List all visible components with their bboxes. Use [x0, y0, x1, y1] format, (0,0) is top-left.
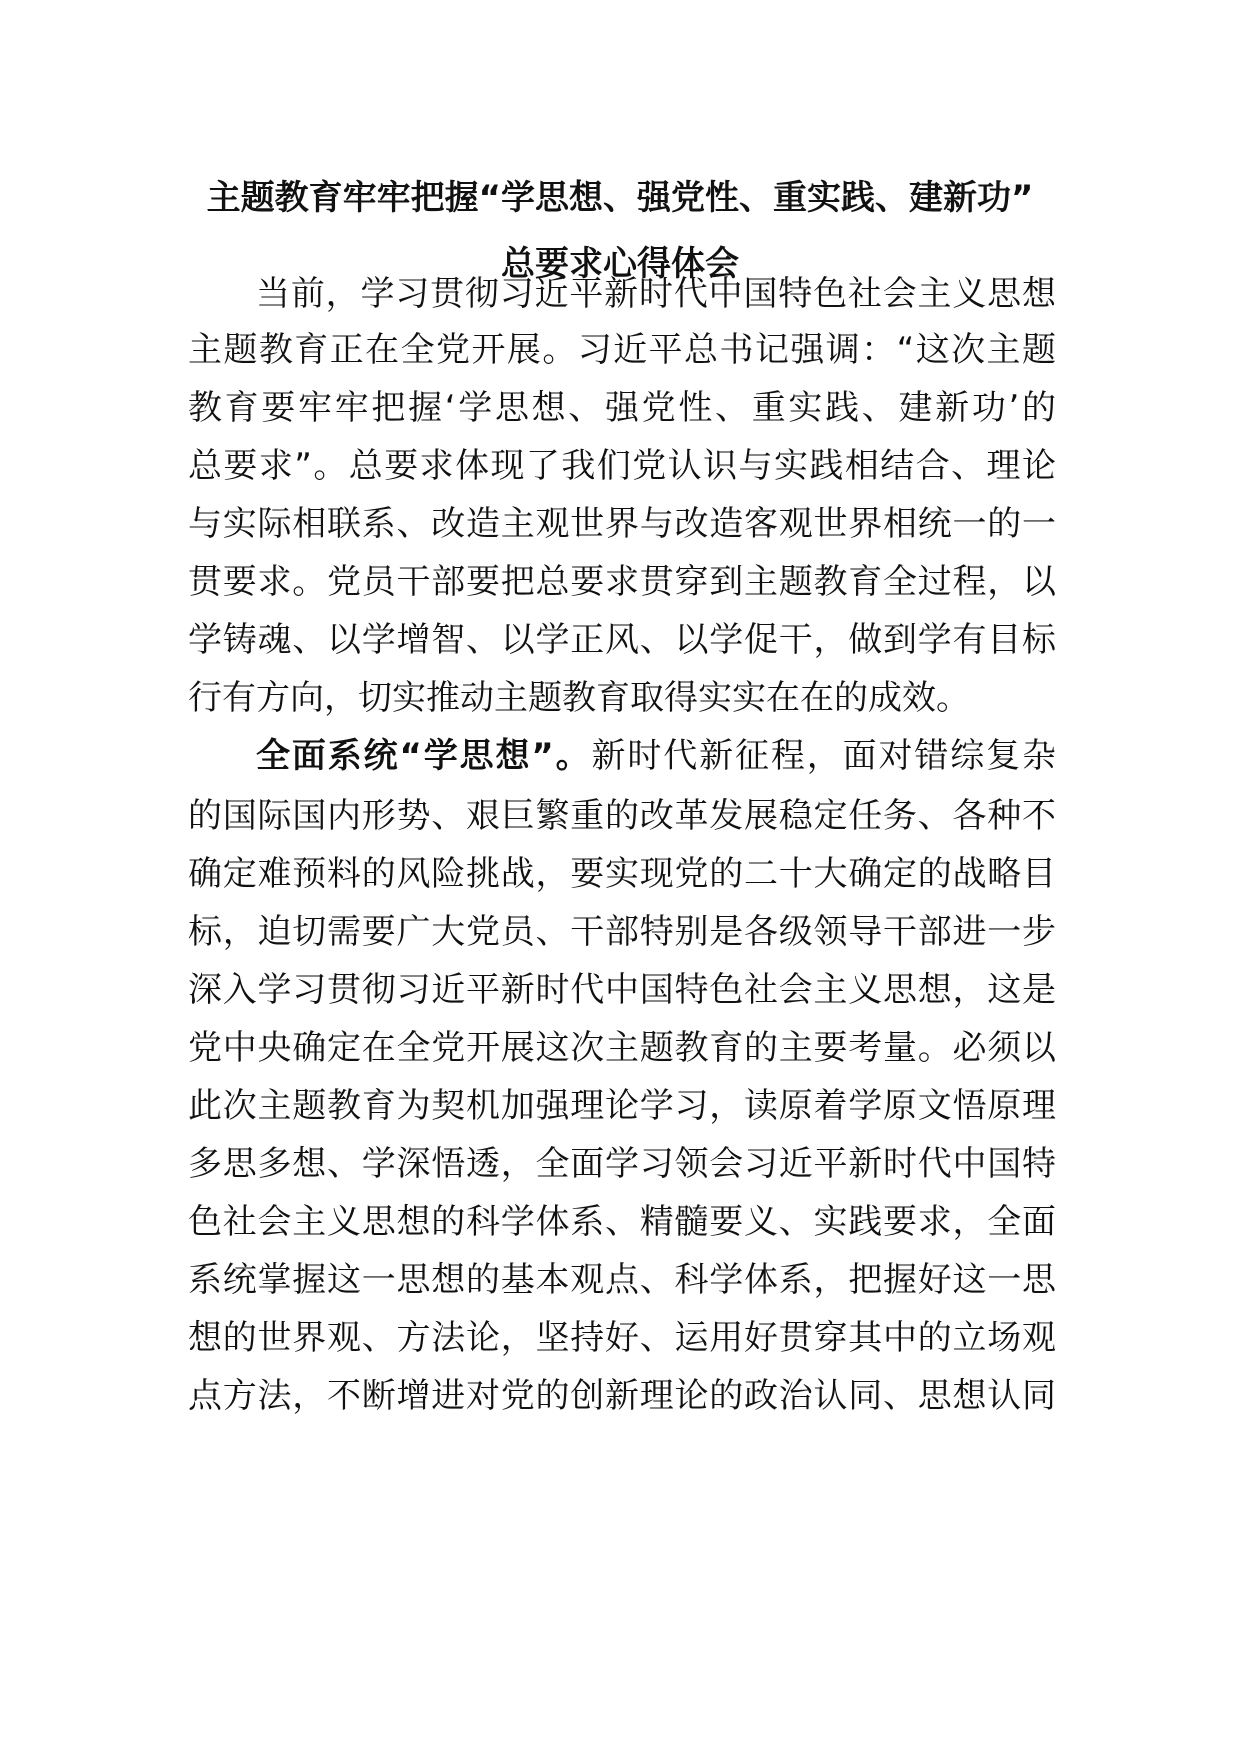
paragraph-1-line: 与实际相联系、改造主观世界与改造客观世界相统一的一 [188, 504, 1056, 544]
paragraph-1-line: 总要求”。总要求体现了我们党认识与实践相结合、理论 [188, 446, 1056, 486]
paragraph-2-line: 系统掌握这一思想的基本观点、科学体系，把握好这一思 [188, 1260, 1056, 1300]
paragraph-1-line: 行有方向，切实推动主题教育取得实实在在的成效。 [188, 678, 970, 718]
paragraph-1-line: 教育要牢牢把握‘学思想、强党性、重实践、建新功’的 [188, 388, 1056, 428]
paragraph-2-line: 标，迫切需要广大党员、干部特别是各级领导干部进一步 [188, 912, 1056, 952]
paragraph-2-line: 此次主题教育为契机加强理论学习，读原着学原文悟原理 [188, 1086, 1056, 1126]
paragraph-2-line: 党中央确定在全党开展这次主题教育的主要考量。必须以 [188, 1028, 1056, 1068]
paragraph-2-heading: 全面系统“学思想”。 [256, 736, 592, 776]
paragraph-2-line: 色社会主义思想的科学体系、精髓要义、实践要求，全面 [188, 1202, 1056, 1242]
paragraph-2-first-line [256, 736, 1056, 776]
paragraph-2-first-line-text: 新时代新征程，面对错综复杂 [591, 736, 1056, 776]
document-title-line-2: 总要求心得体会 [501, 244, 739, 284]
paragraph-1-line: 主题教育正在全党开展。习近平总书记强调：“这次主题 [188, 330, 1056, 370]
paragraph-1-line: 学铸魂、以学增智、以学正风、以学促干，做到学有目标 [188, 620, 1056, 660]
paragraph-2-line: 多思多想、学深悟透，全面学习领会习近平新时代中国特 [188, 1144, 1056, 1184]
paragraph-2-line: 确定难预料的风险挑战，要实现党的二十大确定的战略目 [188, 854, 1056, 894]
paragraph-2-line: 想的世界观、方法论，坚持好、运用好贯穿其中的立场观 [188, 1318, 1056, 1358]
paragraph-2-line: 点方法，不断增进对党的创新理论的政治认同、思想认同 [188, 1376, 1056, 1416]
paragraph-1-line: 当前，学习贯彻习近平新时代中国特色社会主义思想 [256, 274, 1056, 314]
document-title-line-1: 主题教育牢牢把握“学思想、强党性、重实践、建新功” [206, 178, 1034, 218]
paragraph-1-line: 贯要求。党员干部要把总要求贯穿到主题教育全过程，以 [188, 562, 1056, 602]
paragraph-2-line: 深入学习贯彻习近平新时代中国特色社会主义思想，这是 [188, 970, 1056, 1010]
paragraph-2-line: 的国际国内形势、艰巨繁重的改革发展稳定任务、各种不 [188, 796, 1056, 836]
